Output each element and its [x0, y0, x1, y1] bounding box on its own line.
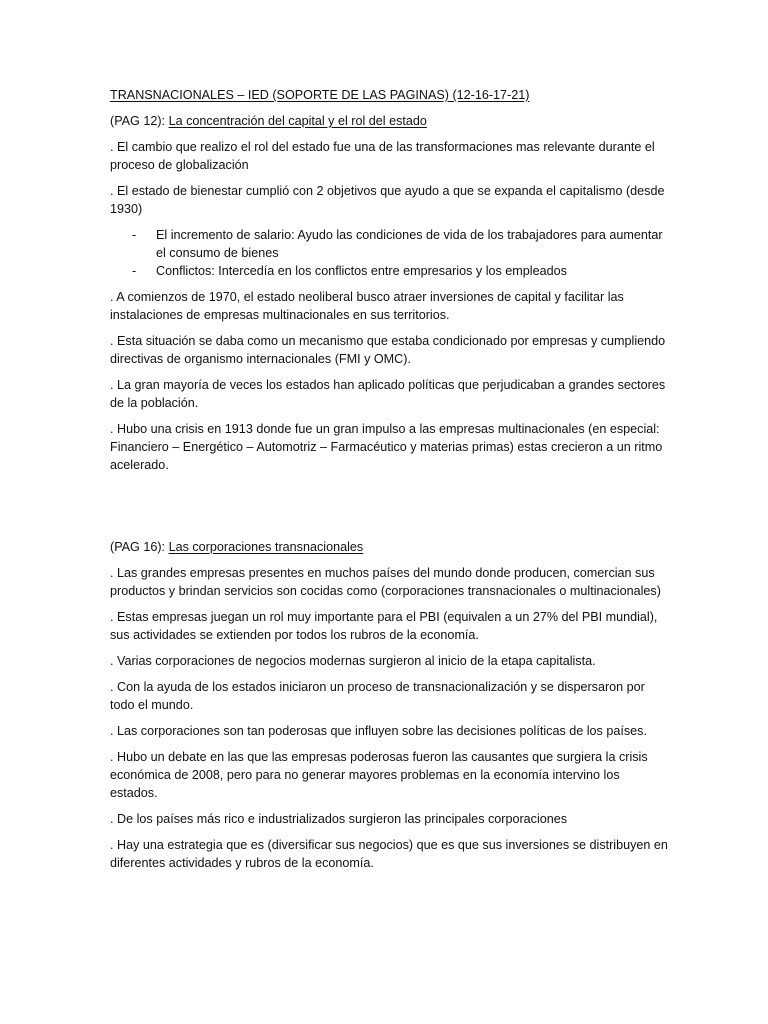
- paragraph: . Esta situación se daba como un mecanismo que estaba condicionado por empresas y cumpliendo directivas de organismo internacionales (FMI y OMC).: [110, 334, 666, 366]
- paragraph: . La gran mayoría de veces los estados han aplicado políticas que perjudicaban a grandes sectores de la población.: [110, 378, 666, 410]
- section-spacer: [110, 482, 670, 538]
- paragraph: . Hubo una crisis en 1913 donde fue un gran impulso a las empresas multinacionales (en especial: Financiero – Energético – Automotriz – Farmacéutico y materias primas) estas crecieron a un ritmo acelerado.: [110, 422, 663, 472]
- paragraph: . A comienzos de 1970, el estado neoliberal busco atraer inversiones de capital y facilitar las instalaciones de empresas multinacionales en sus territorios.: [110, 290, 624, 322]
- list-item-text: El incremento de salario: Ayudo las condiciones de vida de los trabajadores para aumentar el consumo de bienes: [156, 228, 663, 260]
- paragraph: . De los países más rico e industrializados surgieron las principales corporaciones: [110, 812, 568, 826]
- document-title: TRANSNACIONALES – IED (SOPORTE DE LAS PAGINAS) (12-16-17-21): [110, 88, 530, 102]
- list-item-text: Conflictos: Intercedía en los conflictos entre empresarios y los empleados: [156, 264, 567, 278]
- bullet-list: [110, 226, 670, 280]
- dash-bullet-icon: -: [132, 228, 137, 242]
- list-item: [110, 226, 670, 262]
- paragraph: . Varias corporaciones de negocios modernas surgieron al inicio de la etapa capitalista.: [110, 654, 596, 668]
- list-item: [110, 262, 670, 280]
- paragraph: . Con la ayuda de los estados iniciaron un proceso de transnacionalización y se dispersaron por todo el mundo.: [110, 680, 645, 712]
- page-reference: (PAG 16):: [110, 540, 166, 554]
- section-topic: La concentración del capital y el rol del estado: [168, 114, 427, 128]
- paragraph: . Hay una estrategia que es (diversificar sus negocios) que es que sus inversiones se distribuyen en diferentes actividades y rubros de la economía.: [110, 838, 668, 870]
- section-heading-pag-12: [110, 112, 670, 130]
- paragraph: . El estado de bienestar cumplió con 2 objetivos que ayudo a que se expanda el capitalismo (desde 1930): [110, 184, 665, 216]
- paragraph: . Las grandes empresas presentes en muchos países del mundo donde producen, comercian sus productos y brindan servicios son cocidas como (corporaciones transnacionales o multinacionales): [110, 566, 661, 598]
- paragraph: . El cambio que realizo el rol del estado fue una de las transformaciones mas relevante durante el proceso de globalización: [110, 140, 655, 172]
- paragraph: . Las corporaciones son tan poderosas que influyen sobre las decisiones políticas de los países.: [110, 724, 647, 738]
- page-reference: (PAG 12):: [110, 114, 166, 128]
- paragraph: . Hubo un debate en las que las empresas poderosas fueron las causantes que surgiera la crisis económica de 2008, pero para no generar mayores problemas en la economía intervino los estados.: [110, 750, 648, 800]
- section-heading-pag-16: [110, 538, 670, 556]
- section-topic: Las corporaciones transnacionales: [168, 540, 364, 554]
- dash-bullet-icon: -: [132, 264, 137, 278]
- document-page: [110, 86, 670, 880]
- paragraph: . Estas empresas juegan un rol muy importante para el PBI (equivalen a un 27% del PBI mundial), sus actividades se extienden por todos los rubros de la economía.: [110, 610, 658, 642]
